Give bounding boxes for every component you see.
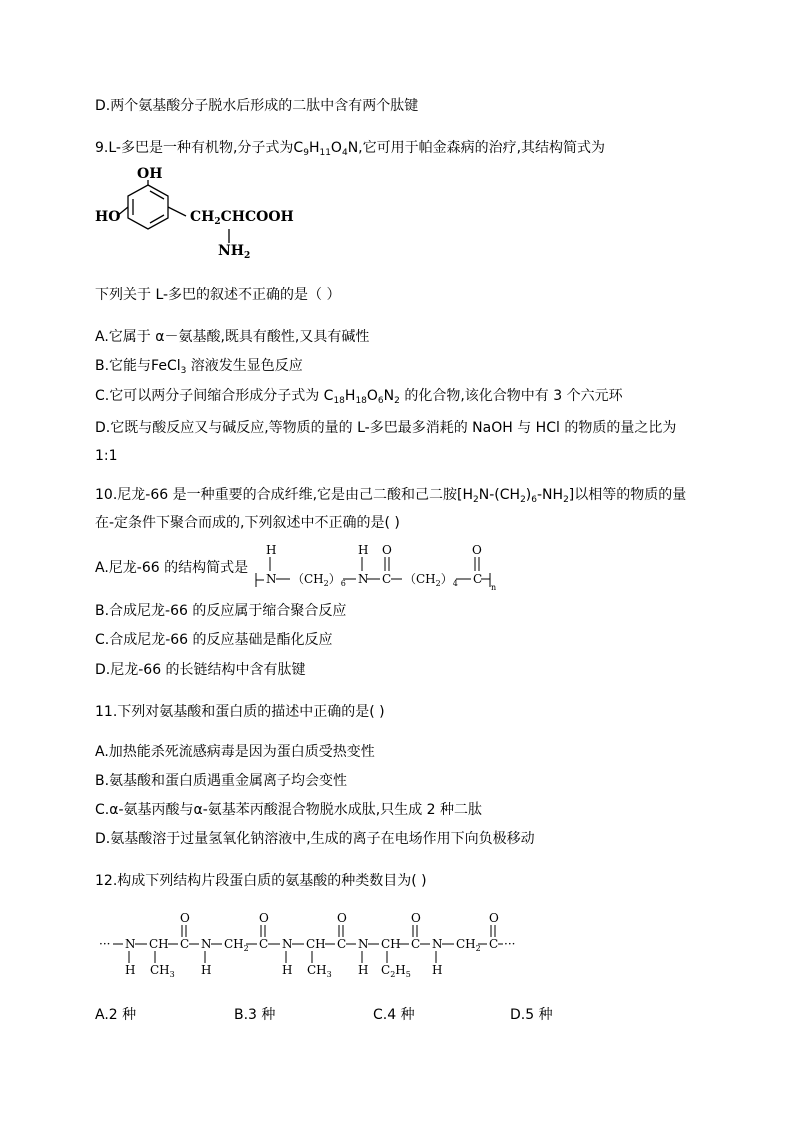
o-1: O bbox=[180, 911, 190, 925]
c-4: C bbox=[411, 937, 421, 951]
n-1: N bbox=[125, 937, 136, 951]
q10-option-d: D.尼龙-66 的长链结构中含有肽键 bbox=[95, 662, 306, 678]
h-1: H bbox=[125, 963, 136, 977]
q10-option-c: C.合成尼龙-66 的反应基础是酯化反应 bbox=[95, 632, 333, 648]
q12-stem: 12.构成下列结构片段蛋白质的氨基酸的种类数目为( ) bbox=[95, 873, 427, 889]
q11-option-c: C.α-氨基丙酸与α-氨基苯丙酸混合物脱水成肽,只生成 2 种二肽 bbox=[95, 802, 483, 818]
q10-stem-line2: 在-定条件下聚合而成的,下列叙述中不正确的是( ) bbox=[95, 515, 400, 531]
c-2: C bbox=[259, 937, 269, 951]
q8-option-d: D.两个氨基酸分子脱水后形成的二肽中含有两个肽键 bbox=[95, 98, 419, 114]
ch-3: CH bbox=[381, 937, 401, 951]
o-atom-1: O bbox=[382, 543, 392, 557]
q12-option-b: B.3 种 bbox=[234, 1007, 276, 1023]
q12-option-c: C.4 种 bbox=[373, 1007, 415, 1023]
o-4: O bbox=[411, 911, 421, 925]
ch-2: CH bbox=[306, 937, 326, 951]
ch2-1: $CH_2$ bbox=[224, 937, 249, 953]
o-2: O bbox=[259, 911, 269, 925]
q9-option-c: C.它可以两分子间缩合形成分子式为 $C_{18}H_{18}O_6N_2$ 的化合物,该化合物中有 3 个六元环 bbox=[95, 388, 623, 406]
n-3: N bbox=[282, 937, 293, 951]
benzene-ring-icon bbox=[0, 0, 100, 80]
q12-option-a: A.2 种 bbox=[95, 1007, 137, 1023]
q11-option-b: B.氨基酸和蛋白质遇重金属离子均会变性 bbox=[95, 773, 348, 789]
q12-option-d: D.5 种 bbox=[510, 1007, 553, 1023]
c-5: C bbox=[489, 937, 499, 951]
n-2: N bbox=[201, 937, 212, 951]
q11-option-d: D.氨基酸溶于过量氢氧化钠溶液中,生成的离子在电场作用下向负极移动 bbox=[95, 831, 535, 847]
ch3-2: $CH_3$ bbox=[307, 963, 332, 979]
c2h5: $C_2H_5$ bbox=[381, 963, 411, 979]
hexamethylene: $(CH_2)_6$ bbox=[292, 572, 346, 588]
h-4: H bbox=[358, 963, 369, 977]
hydroxyl-top-label: OH bbox=[137, 166, 163, 182]
c-atom-1: C bbox=[382, 572, 392, 586]
q9-option-b: B.它能与FeCl$_3$ 溶液发生显色反应 bbox=[95, 358, 303, 376]
q9-option-d-line2: 1:1 bbox=[95, 448, 118, 464]
h-3: H bbox=[282, 963, 293, 977]
o-5: O bbox=[489, 911, 499, 925]
amino-group-label: $NH_2$ bbox=[218, 243, 251, 261]
q9-option-d-line1: D.它既与酸反应又与碱反应,等物质的量的 L-多巴最多消耗的 NaOH 与 HCl 的物质的量之比为 bbox=[95, 420, 677, 436]
h-atom-1: H bbox=[266, 543, 277, 557]
ch2-2: $CH_2$ bbox=[456, 937, 481, 953]
ch3-1: $CH_3$ bbox=[150, 963, 175, 979]
c-3: C bbox=[337, 937, 347, 951]
o-atom-2: O bbox=[472, 543, 482, 557]
c-1: C bbox=[180, 937, 190, 951]
repeat-n: n bbox=[491, 583, 497, 592]
q9-stem: 9.L-多巴是一种有机物,分子式为$C_9H_{11}O_4N$,它可用于帕金森病的治疗,其结构简式为 bbox=[95, 140, 606, 158]
dots-start: ··· bbox=[99, 937, 111, 951]
o-3: O bbox=[337, 911, 347, 925]
ch-1: CH bbox=[149, 937, 169, 951]
q11-stem: 11.下列对氨基酸和蛋白质的描述中正确的是( ) bbox=[95, 704, 385, 720]
n-5: N bbox=[432, 937, 443, 951]
q10-stem-line1: 10.尼龙-66 是一种重要的合成纤维,它是由己二酸和己二胺$[H_2N-(CH_2)_6-NH_2]$以相等的物质的量 bbox=[95, 487, 687, 505]
n-atom-1: N bbox=[266, 572, 277, 586]
q11-option-a: A.加热能杀死流感病毒是因为蛋白质受热变性 bbox=[95, 744, 375, 760]
q9-question: 下列关于 L-多巴的叙述不正确的是（ ） bbox=[95, 287, 341, 303]
q9-option-a: A.它属于 α－氨基酸,既具有酸性,又具有碱性 bbox=[95, 329, 370, 345]
c-atom-2: C bbox=[473, 572, 483, 586]
n-atom-2: N bbox=[358, 572, 369, 586]
hydroxyl-left-label: HO bbox=[95, 209, 121, 225]
side-chain-label: $CH_2CHCOOH$ bbox=[190, 209, 294, 227]
h-atom-2: H bbox=[358, 543, 369, 557]
h-2: H bbox=[201, 963, 212, 977]
dots-end: ··· bbox=[504, 937, 516, 951]
h-5: H bbox=[432, 963, 443, 977]
q10-option-a: A.尼龙-66 的结构简式是 bbox=[95, 560, 249, 576]
n-4: N bbox=[358, 937, 369, 951]
peptide-bonds-icon bbox=[0, 0, 10, 10]
tetramethylene: $(CH_2)_4$ bbox=[404, 572, 458, 588]
q10-option-b: B.合成尼龙-66 的反应属于缩合聚合反应 bbox=[95, 603, 347, 619]
